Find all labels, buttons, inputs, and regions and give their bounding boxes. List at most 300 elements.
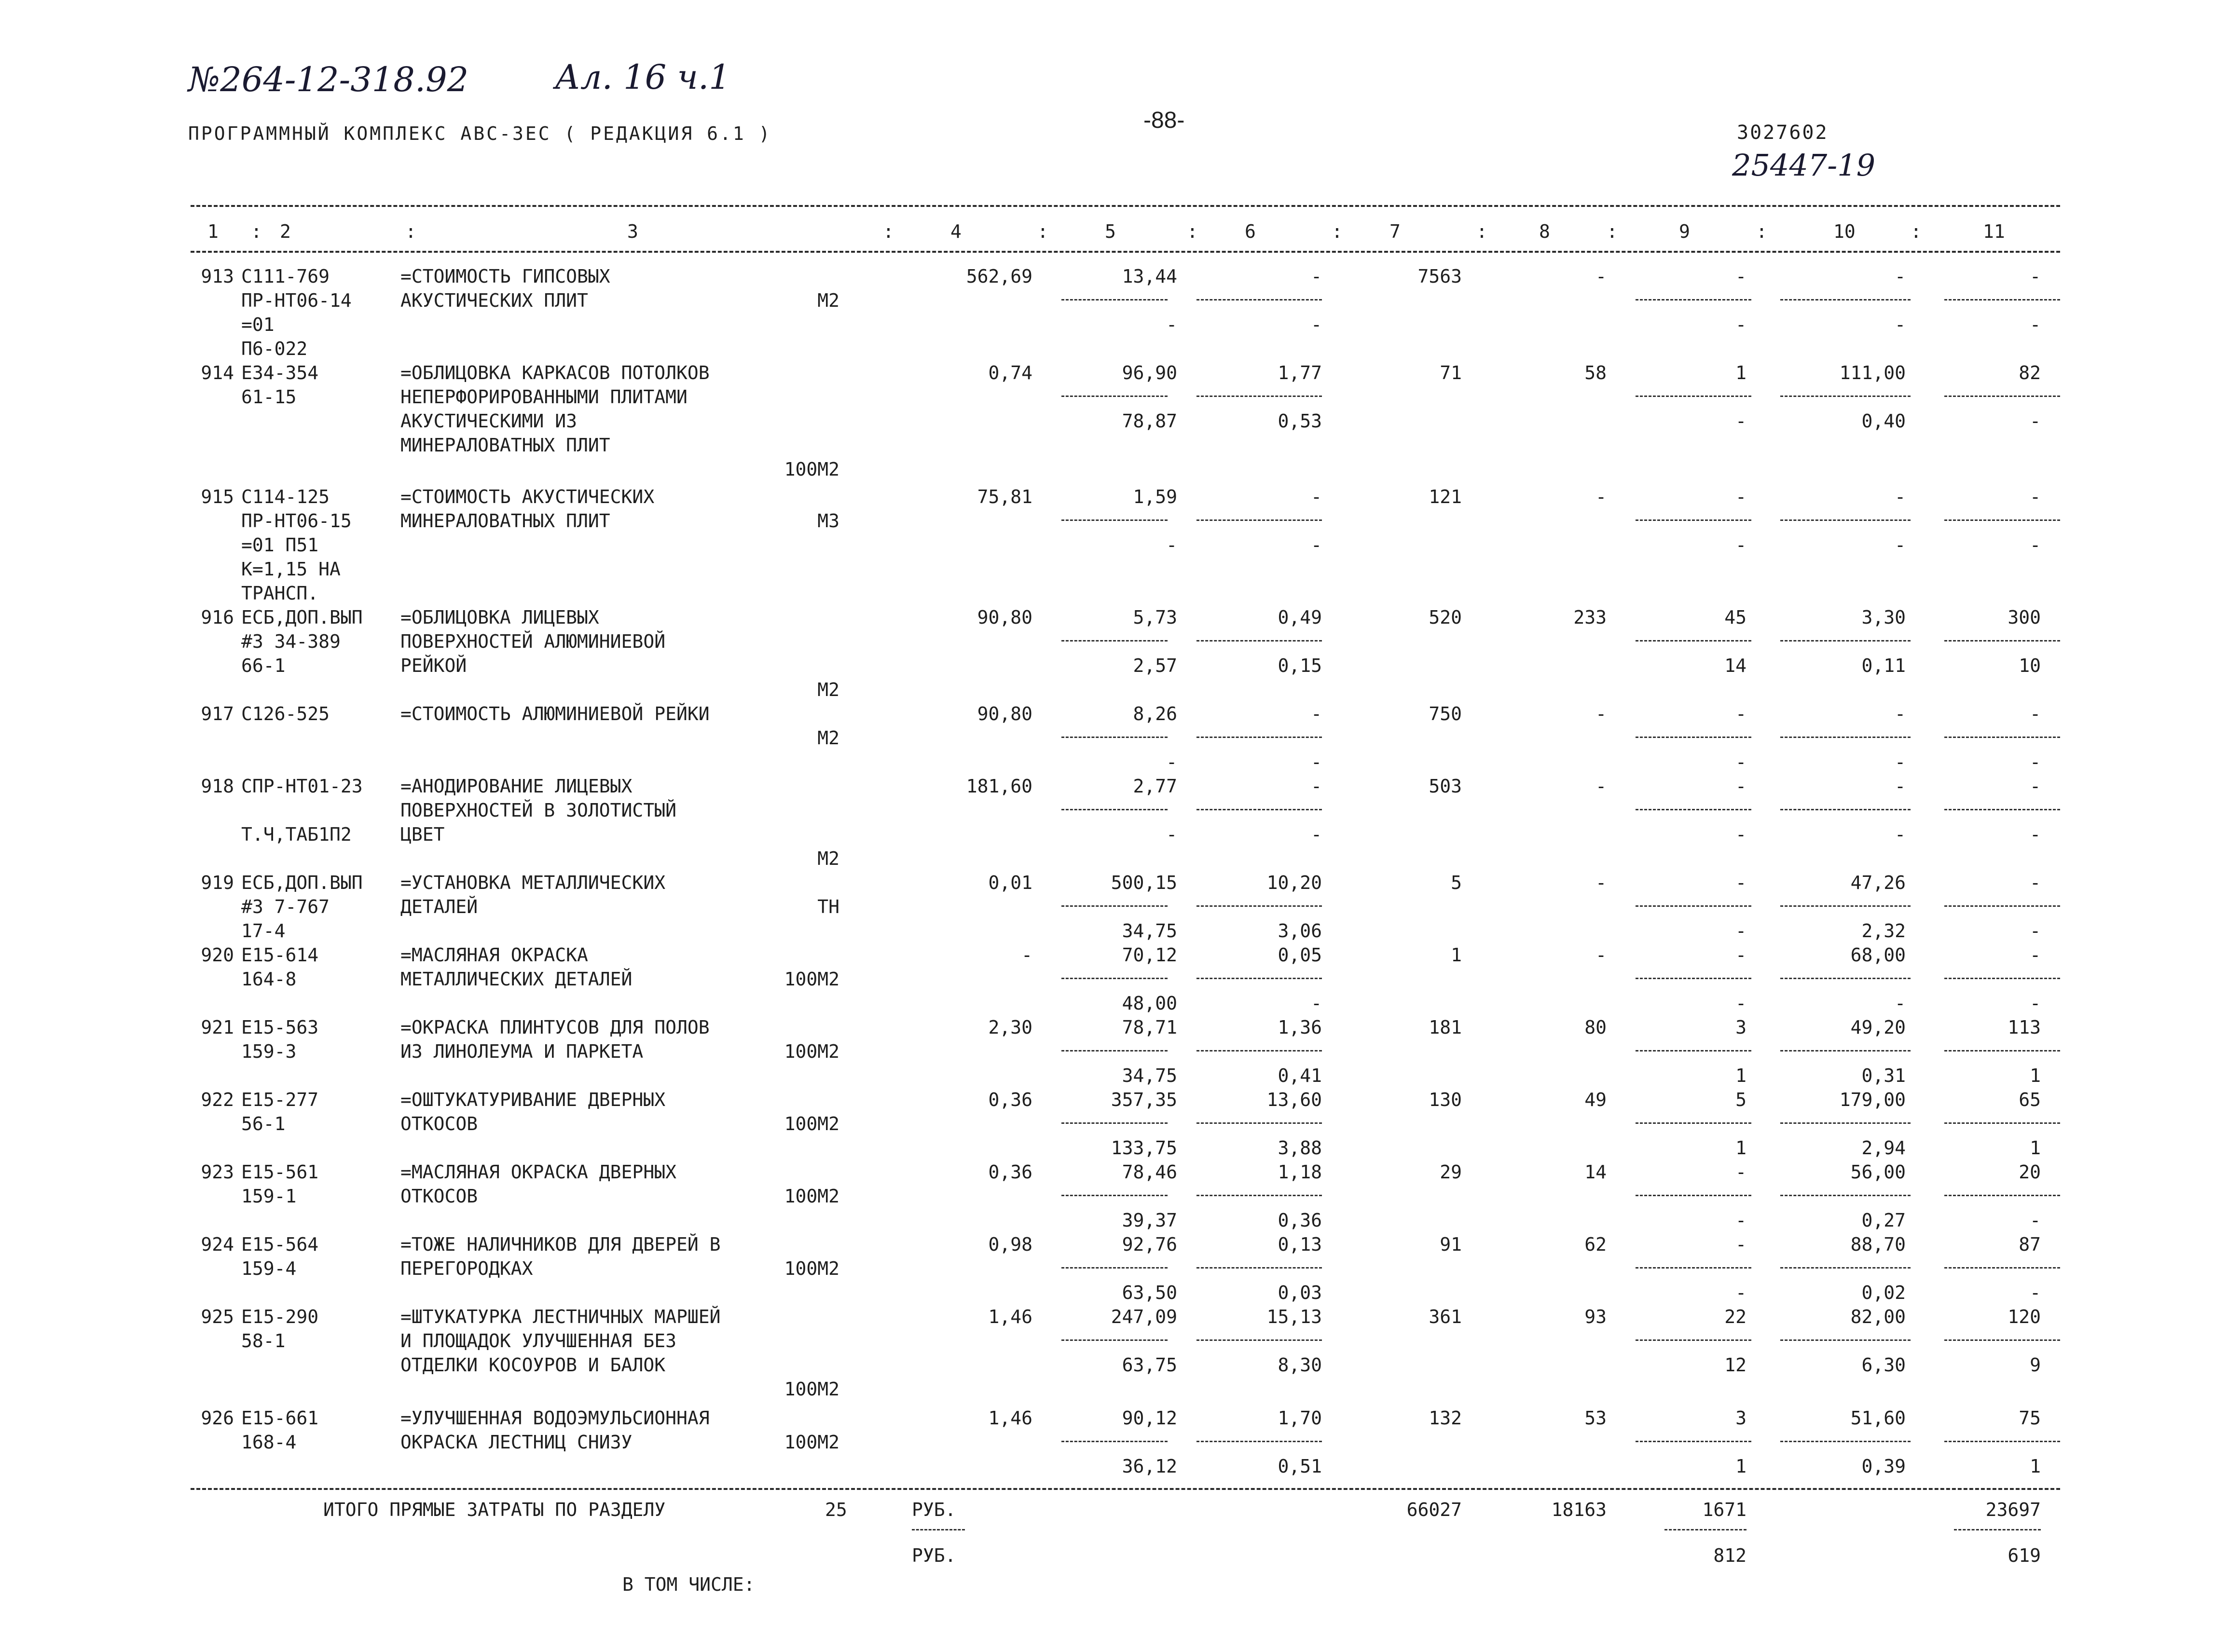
- cell-col10-sub: -: [1895, 993, 1906, 1014]
- row-unit: М2: [817, 290, 839, 311]
- row-number: 921: [201, 1017, 234, 1038]
- column-separator: :: [1332, 221, 1343, 242]
- cell-divider-dash: [1780, 299, 1911, 300]
- row-unit: М3: [817, 510, 839, 532]
- row-description-line: =УЛУЧШЕННАЯ ВОДОЭМУЛЬСИОННАЯ: [400, 1407, 710, 1429]
- cell-divider-dash: [1197, 1050, 1322, 1051]
- program-title: ПРОГРАММНЫЙ КОМПЛЕКС АВС-ЗЕС ( РЕДАКЦИЯ 6.1 ): [188, 123, 772, 144]
- column-separator: :: [1476, 221, 1487, 242]
- row-number: 913: [201, 266, 234, 287]
- cell-col4: 562,69: [966, 266, 1032, 287]
- row-description-line: ОТКОСОВ: [400, 1186, 478, 1207]
- column-separator: :: [1187, 221, 1198, 242]
- column-header-7: 7: [1389, 221, 1401, 242]
- cell-col6-sub: -: [1311, 751, 1322, 773]
- cell-divider-dash: [1636, 905, 1751, 907]
- cell-col6: 1,18: [1278, 1161, 1322, 1183]
- cell-col9: 45: [1724, 607, 1747, 628]
- row-description-line: НЕПЕРФОРИРОВАННЫМИ ПЛИТАМИ: [400, 386, 688, 408]
- cell-col7: 520: [1429, 607, 1462, 628]
- cell-col5-sub: 2,57: [1133, 655, 1177, 676]
- cell-col4: 181,60: [966, 776, 1032, 797]
- cell-col5: 90,12: [1122, 1407, 1177, 1429]
- cell-col9-sub: 1: [1735, 1065, 1747, 1086]
- cell-col9-sub: -: [1735, 751, 1747, 773]
- row-description-line: =СТОИМОСТЬ АЛЮМИНИЕВОЙ РЕЙКИ: [400, 703, 710, 724]
- cell-col10-sub: -: [1895, 824, 1906, 845]
- cell-col11: -: [2030, 944, 2041, 966]
- cell-col8: -: [1595, 266, 1607, 287]
- row-description-line: ОТКОСОВ: [400, 1113, 478, 1134]
- totals-col8: 18163: [1551, 1499, 1607, 1520]
- row-unit: М2: [817, 848, 839, 869]
- row-code-line: ЕСБ,ДОП.ВЫП: [241, 872, 363, 893]
- cell-divider-dash: [1197, 1122, 1322, 1124]
- row-code-line: Е15-563: [241, 1017, 319, 1038]
- cell-divider-dash: [1061, 737, 1168, 738]
- totals-section: 25: [825, 1499, 847, 1520]
- cell-col4: 90,80: [977, 607, 1032, 628]
- cell-col5-sub: 48,00: [1122, 993, 1177, 1014]
- cell-col6: 0,13: [1278, 1234, 1322, 1255]
- column-separator: :: [251, 221, 262, 242]
- cell-col9: 3: [1735, 1407, 1747, 1429]
- cell-divider-dash: [1636, 737, 1751, 738]
- cell-divider-dash: [1944, 1050, 2060, 1051]
- cell-col4: 0,98: [988, 1234, 1032, 1255]
- cell-col10-sub: 0,39: [1861, 1456, 1906, 1477]
- cell-col10: 56,00: [1850, 1161, 1906, 1183]
- cell-col10: -: [1895, 486, 1906, 507]
- row-number: 919: [201, 872, 234, 893]
- cell-col9-sub: 1: [1735, 1137, 1747, 1159]
- cell-divider-dash: [1061, 905, 1168, 907]
- cell-col9: -: [1735, 486, 1747, 507]
- cell-col8: -: [1595, 944, 1607, 966]
- column-separator: :: [1037, 221, 1048, 242]
- cell-divider-dash: [1636, 1195, 1751, 1196]
- row-code-line: Е15-614: [241, 944, 319, 966]
- row-code-line: Е34-354: [241, 362, 319, 383]
- cell-divider-dash: [1061, 396, 1168, 397]
- cell-col7: 181: [1429, 1017, 1462, 1038]
- cell-divider-dash: [1944, 1122, 2060, 1124]
- cell-divider-dash: [1197, 905, 1322, 907]
- cell-col6-sub: 0,41: [1278, 1065, 1322, 1086]
- row-code-line: ЕСБ,ДОП.ВЫП: [241, 607, 363, 628]
- column-header-5: 5: [1105, 221, 1116, 242]
- cell-divider-dash: [1636, 519, 1751, 521]
- cell-col8: -: [1595, 776, 1607, 797]
- cell-divider-dash: [1061, 299, 1168, 300]
- cell-col9-sub: 14: [1724, 655, 1747, 676]
- totals-col9: 1671: [1702, 1499, 1747, 1520]
- cell-col5: 13,44: [1122, 266, 1177, 287]
- cell-col11-sub: -: [2030, 1282, 2041, 1303]
- row-code-line: Е15-564: [241, 1234, 319, 1255]
- cell-divider-dash: [1197, 978, 1322, 979]
- row-unit: 100М2: [784, 1113, 839, 1134]
- cell-col5: 357,35: [1111, 1089, 1177, 1110]
- cell-col9-sub: -: [1735, 534, 1747, 556]
- row-description-line: =ШТУКАТУРКА ЛЕСТНИЧНЫХ МАРШЕЙ: [400, 1306, 721, 1327]
- cell-col8: 58: [1584, 362, 1607, 383]
- row-number: 917: [201, 703, 234, 724]
- row-description-line: ДЕТАЛЕЙ: [400, 896, 478, 917]
- cell-divider-dash: [1197, 1441, 1322, 1442]
- row-code-line: С111-769: [241, 266, 330, 287]
- cell-col11: 65: [2019, 1089, 2041, 1110]
- cell-divider-dash: [1944, 396, 2060, 397]
- cell-divider-dash: [1944, 1441, 2060, 1442]
- cell-divider-dash: [1780, 809, 1911, 810]
- row-unit: 100М2: [784, 459, 839, 480]
- cell-col7: 5: [1451, 872, 1462, 893]
- cell-col6-sub: -: [1311, 314, 1322, 335]
- totals-currency-2: РУБ.: [912, 1545, 956, 1566]
- cell-col10: -: [1895, 703, 1906, 724]
- cell-col11: -: [2030, 872, 2041, 893]
- cell-divider-dash: [1780, 1441, 1911, 1442]
- cell-divider-dash: [1780, 737, 1911, 738]
- cell-col10: 68,00: [1850, 944, 1906, 966]
- row-description-line: МИНЕРАЛОВАТНЫХ ПЛИТ: [400, 435, 610, 456]
- cell-col5-sub: 39,37: [1122, 1210, 1177, 1231]
- cell-col8: -: [1595, 486, 1607, 507]
- cell-col11-sub: -: [2030, 534, 2041, 556]
- handwritten-doc-id: №264-12-318.92: [188, 60, 469, 99]
- column-header-3: 3: [627, 221, 638, 242]
- cell-col5-sub: 133,75: [1111, 1137, 1177, 1159]
- column-separator: :: [883, 221, 894, 242]
- cell-divider-dash: [1061, 519, 1168, 521]
- cell-divider-dash: [1636, 396, 1751, 397]
- cell-col5-sub: -: [1166, 534, 1177, 556]
- cell-col4: 1,46: [988, 1407, 1032, 1429]
- row-unit: 100М2: [784, 1379, 839, 1400]
- cell-col11: 20: [2019, 1161, 2041, 1183]
- cell-col9: -: [1735, 872, 1747, 893]
- totals-label: ИТОГО ПРЯМЫЕ ЗАТРАТЫ ПО РАЗДЕЛУ: [323, 1499, 666, 1520]
- cell-col6-sub: 3,88: [1278, 1137, 1322, 1159]
- cell-col11: 300: [2008, 607, 2041, 628]
- cell-col6-sub: 0,36: [1278, 1210, 1322, 1231]
- row-code-line: 159-1: [241, 1186, 297, 1207]
- row-code-line: С126-525: [241, 703, 330, 724]
- cell-divider-dash: [1061, 1195, 1168, 1196]
- cell-col10: 3,30: [1861, 607, 1906, 628]
- cell-col10-sub: -: [1895, 534, 1906, 556]
- cell-divider-dash: [1636, 1122, 1751, 1124]
- cell-divider-dash: [1944, 640, 2060, 642]
- column-header-8: 8: [1539, 221, 1550, 242]
- header-top-rule: [191, 205, 2060, 207]
- row-number: 924: [201, 1234, 234, 1255]
- row-description-line: =МАСЛЯНАЯ ОКРАСКА: [400, 944, 588, 966]
- row-description-line: =ОБЛИЦОВКА ЛИЦЕВЫХ: [400, 607, 599, 628]
- cell-col9-sub: 12: [1724, 1354, 1747, 1376]
- row-description-line: ПЕРЕГОРОДКАХ: [400, 1258, 533, 1279]
- row-number: 925: [201, 1306, 234, 1327]
- cell-col6-sub: 0,53: [1278, 410, 1322, 432]
- cell-col7: 91: [1440, 1234, 1462, 1255]
- cell-divider-dash: [1780, 1339, 1911, 1341]
- row-code-line: К=1,15 НА: [241, 559, 341, 580]
- cell-divider-dash: [1780, 978, 1911, 979]
- totals-dash-11: [1954, 1529, 2041, 1530]
- row-description-line: =УСТАНОВКА МЕТАЛЛИЧЕСКИХ: [400, 872, 666, 893]
- cell-divider-dash: [1061, 1122, 1168, 1124]
- row-code-line: #3 34-389: [241, 631, 341, 652]
- cell-col10-sub: 0,31: [1861, 1065, 1906, 1086]
- cell-col10-sub: 2,94: [1861, 1137, 1906, 1159]
- cell-divider-dash: [1780, 1122, 1911, 1124]
- row-number: 914: [201, 362, 234, 383]
- cell-divider-dash: [1944, 737, 2060, 738]
- cell-col11-sub: -: [2030, 314, 2041, 335]
- cell-col8: 53: [1584, 1407, 1607, 1429]
- row-description-line: ОКРАСКА ЛЕСТНИЦ СНИЗУ: [400, 1432, 633, 1453]
- cell-col6-sub: 8,30: [1278, 1354, 1322, 1376]
- cell-col7: 130: [1429, 1089, 1462, 1110]
- row-description-line: =ОКРАСКА ПЛИНТУСОВ ДЛЯ ПОЛОВ: [400, 1017, 710, 1038]
- column-header-10: 10: [1833, 221, 1856, 242]
- cell-col5-sub: 36,12: [1122, 1456, 1177, 1477]
- column-header-4: 4: [950, 221, 962, 242]
- handwritten-number: 25447-19: [1732, 148, 1876, 183]
- row-description-line: ПОВЕРХНОСТЕЙ В ЗОЛОТИСТЫЙ: [400, 800, 676, 821]
- row-unit: 100М2: [784, 969, 839, 990]
- cell-divider-dash: [1944, 1267, 2060, 1269]
- cell-divider-dash: [1636, 1050, 1751, 1051]
- cell-col5-sub: -: [1166, 751, 1177, 773]
- row-number: 918: [201, 776, 234, 797]
- cell-divider-dash: [1636, 299, 1751, 300]
- cell-col11-sub: -: [2030, 920, 2041, 942]
- cell-col7: 1: [1451, 944, 1462, 966]
- cell-col8: 14: [1584, 1161, 1607, 1183]
- row-code-line: Т.Ч,ТАБ1П2: [241, 824, 352, 845]
- cell-col7: 121: [1429, 486, 1462, 507]
- cell-col11-sub: 1: [2030, 1456, 2041, 1477]
- cell-col6-sub: -: [1311, 824, 1322, 845]
- cell-col4: 75,81: [977, 486, 1032, 507]
- cell-divider-dash: [1061, 1267, 1168, 1269]
- cell-col11: 82: [2019, 362, 2041, 383]
- totals-currency: РУБ.: [912, 1499, 956, 1520]
- cell-col7: 71: [1440, 362, 1462, 383]
- cell-col8: -: [1595, 872, 1607, 893]
- row-description-line: ЦВЕТ: [400, 824, 445, 845]
- cell-col10: -: [1895, 266, 1906, 287]
- cell-divider-dash: [1197, 809, 1322, 810]
- row-code-line: 58-1: [241, 1330, 286, 1352]
- row-code-line: П6-022: [241, 338, 308, 359]
- cell-col11: 75: [2019, 1407, 2041, 1429]
- cell-col9-sub: -: [1735, 410, 1747, 432]
- row-description-line: =АНОДИРОВАНИЕ ЛИЦЕВЫХ: [400, 776, 633, 797]
- row-number: 922: [201, 1089, 234, 1110]
- row-code-line: Е15-290: [241, 1306, 319, 1327]
- row-description-line: =ОБЛИЦОВКА КАРКАСОВ ПОТОЛКОВ: [400, 362, 710, 383]
- cell-col10: 179,00: [1839, 1089, 1906, 1110]
- cell-col5: 92,76: [1122, 1234, 1177, 1255]
- row-number: 926: [201, 1407, 234, 1429]
- column-header-6: 6: [1245, 221, 1256, 242]
- cell-col9-sub: -: [1735, 1282, 1747, 1303]
- row-code-line: С114-125: [241, 486, 330, 507]
- cell-divider-dash: [1636, 1267, 1751, 1269]
- cell-col11: 87: [2019, 1234, 2041, 1255]
- cell-col10: 49,20: [1850, 1017, 1906, 1038]
- cell-col11: 113: [2008, 1017, 2041, 1038]
- cell-divider-dash: [1780, 519, 1911, 521]
- cell-col6-sub: 0,03: [1278, 1282, 1322, 1303]
- cell-col11-sub: 1: [2030, 1065, 2041, 1086]
- cell-col8: 49: [1584, 1089, 1607, 1110]
- cell-divider-dash: [1780, 640, 1911, 642]
- cell-col6: 10,20: [1266, 872, 1322, 893]
- cell-col11-sub: -: [2030, 824, 2041, 845]
- cell-col6: -: [1311, 703, 1322, 724]
- cell-col9: 1: [1735, 362, 1747, 383]
- cell-divider-dash: [1061, 640, 1168, 642]
- row-code-line: =01 П51: [241, 534, 319, 556]
- totals-col11: 23697: [1985, 1499, 2041, 1520]
- cell-col9: 22: [1724, 1306, 1747, 1327]
- row-description-line: =МАСЛЯНАЯ ОКРАСКА ДВЕРНЫХ: [400, 1161, 676, 1183]
- cell-col9-sub: -: [1735, 1210, 1747, 1231]
- cell-divider-dash: [1944, 1195, 2060, 1196]
- cell-col5-sub: -: [1166, 314, 1177, 335]
- cell-col8: 93: [1584, 1306, 1607, 1327]
- cell-col6: -: [1311, 776, 1322, 797]
- column-header-2: 2: [280, 221, 291, 242]
- cell-col10: -: [1895, 776, 1906, 797]
- totals-col7: 66027: [1406, 1499, 1462, 1520]
- cell-col6-sub: 0,15: [1278, 655, 1322, 676]
- cell-col7: 29: [1440, 1161, 1462, 1183]
- cell-col4: 0,74: [988, 362, 1032, 383]
- cell-col9-sub: -: [1735, 314, 1747, 335]
- cell-col8: 233: [1573, 607, 1607, 628]
- cell-col9-sub: 1: [1735, 1456, 1747, 1477]
- column-header-9: 9: [1679, 221, 1690, 242]
- cell-col7: 750: [1429, 703, 1462, 724]
- row-code-line: 61-15: [241, 386, 297, 408]
- row-code-line: #3 7-767: [241, 896, 330, 917]
- row-unit: М2: [817, 679, 839, 700]
- cell-col6: 1,70: [1278, 1407, 1322, 1429]
- cell-divider-dash: [1197, 1195, 1322, 1196]
- column-separator: :: [1607, 221, 1618, 242]
- cell-divider-dash: [1197, 640, 1322, 642]
- totals-col9-2: 812: [1713, 1545, 1747, 1566]
- cell-col10-sub: 2,32: [1861, 920, 1906, 942]
- cell-col11-sub: -: [2030, 751, 2041, 773]
- cell-col5: 2,77: [1133, 776, 1177, 797]
- cell-col10: 111,00: [1839, 362, 1906, 383]
- cell-col11-sub: -: [2030, 410, 2041, 432]
- cell-col9: -: [1735, 266, 1747, 287]
- cell-col5-sub: 63,50: [1122, 1282, 1177, 1303]
- column-separator: :: [1911, 221, 1922, 242]
- row-number: 923: [201, 1161, 234, 1183]
- cell-col9-sub: -: [1735, 920, 1747, 942]
- cell-col5: 78,71: [1122, 1017, 1177, 1038]
- cell-divider-dash: [1061, 1339, 1168, 1341]
- cell-col11-sub: 9: [2030, 1354, 2041, 1376]
- totals-rule: [191, 1488, 2060, 1490]
- cell-col10-sub: 0,27: [1861, 1210, 1906, 1231]
- cell-col4: 1,46: [988, 1306, 1032, 1327]
- cell-divider-dash: [1780, 396, 1911, 397]
- row-code-line: 66-1: [241, 655, 286, 676]
- row-description-line: =СТОИМОСТЬ АКУСТИЧЕСКИХ: [400, 486, 655, 507]
- cell-col5-sub: 34,75: [1122, 1065, 1177, 1086]
- cell-col6: 0,49: [1278, 607, 1322, 628]
- cell-col11: -: [2030, 486, 2041, 507]
- cell-col5: 70,12: [1122, 944, 1177, 966]
- cell-col10-sub: 0,40: [1861, 410, 1906, 432]
- cell-col8: -: [1595, 703, 1607, 724]
- cell-col9: -: [1735, 776, 1747, 797]
- cell-col9: -: [1735, 944, 1747, 966]
- cell-col6: -: [1311, 266, 1322, 287]
- cell-col10: 88,70: [1850, 1234, 1906, 1255]
- cell-col5-sub: 78,87: [1122, 410, 1177, 432]
- cell-divider-dash: [1944, 1339, 2060, 1341]
- totals-dash-9: [1664, 1529, 1747, 1530]
- cell-col11-sub: -: [2030, 1210, 2041, 1231]
- row-number: 916: [201, 607, 234, 628]
- row-unit: 100М2: [784, 1258, 839, 1279]
- totals-col11-2: 619: [2008, 1545, 2041, 1566]
- row-description-line: =ОШТУКАТУРИВАНИЕ ДВЕРНЫХ: [400, 1089, 666, 1110]
- cell-col7: 361: [1429, 1306, 1462, 1327]
- cell-col10-sub: 0,11: [1861, 655, 1906, 676]
- cell-col10-sub: 0,02: [1861, 1282, 1906, 1303]
- row-description-line: РЕЙКОЙ: [400, 655, 467, 676]
- row-code-line: СПР-НТ01-23: [241, 776, 363, 797]
- cell-divider-dash: [1197, 519, 1322, 521]
- cell-col11: -: [2030, 266, 2041, 287]
- cell-col11-sub: 10: [2019, 655, 2041, 676]
- totals-dash-cur: [912, 1529, 965, 1530]
- cell-divider-dash: [1197, 1339, 1322, 1341]
- cell-col4: 0,36: [988, 1089, 1032, 1110]
- row-description-line: МИНЕРАЛОВАТНЫХ ПЛИТ: [400, 510, 610, 532]
- cell-divider-dash: [1944, 978, 2060, 979]
- cell-col10: 51,60: [1850, 1407, 1906, 1429]
- column-separator: :: [405, 221, 416, 242]
- cell-col4: -: [1021, 944, 1032, 966]
- cell-col5: 247,09: [1111, 1306, 1177, 1327]
- cell-col5-sub: -: [1166, 824, 1177, 845]
- cell-col4: 0,36: [988, 1161, 1032, 1183]
- cell-col9: 5: [1735, 1089, 1747, 1110]
- cell-divider-dash: [1636, 1441, 1751, 1442]
- cell-divider-dash: [1944, 519, 2060, 521]
- cell-col10-sub: -: [1895, 751, 1906, 773]
- cell-col7: 132: [1429, 1407, 1462, 1429]
- row-unit: М2: [817, 727, 839, 749]
- cell-col6-sub: -: [1311, 534, 1322, 556]
- cell-divider-dash: [1944, 809, 2060, 810]
- row-number: 915: [201, 486, 234, 507]
- cell-col5-sub: 63,75: [1122, 1354, 1177, 1376]
- cell-col6: 13,60: [1266, 1089, 1322, 1110]
